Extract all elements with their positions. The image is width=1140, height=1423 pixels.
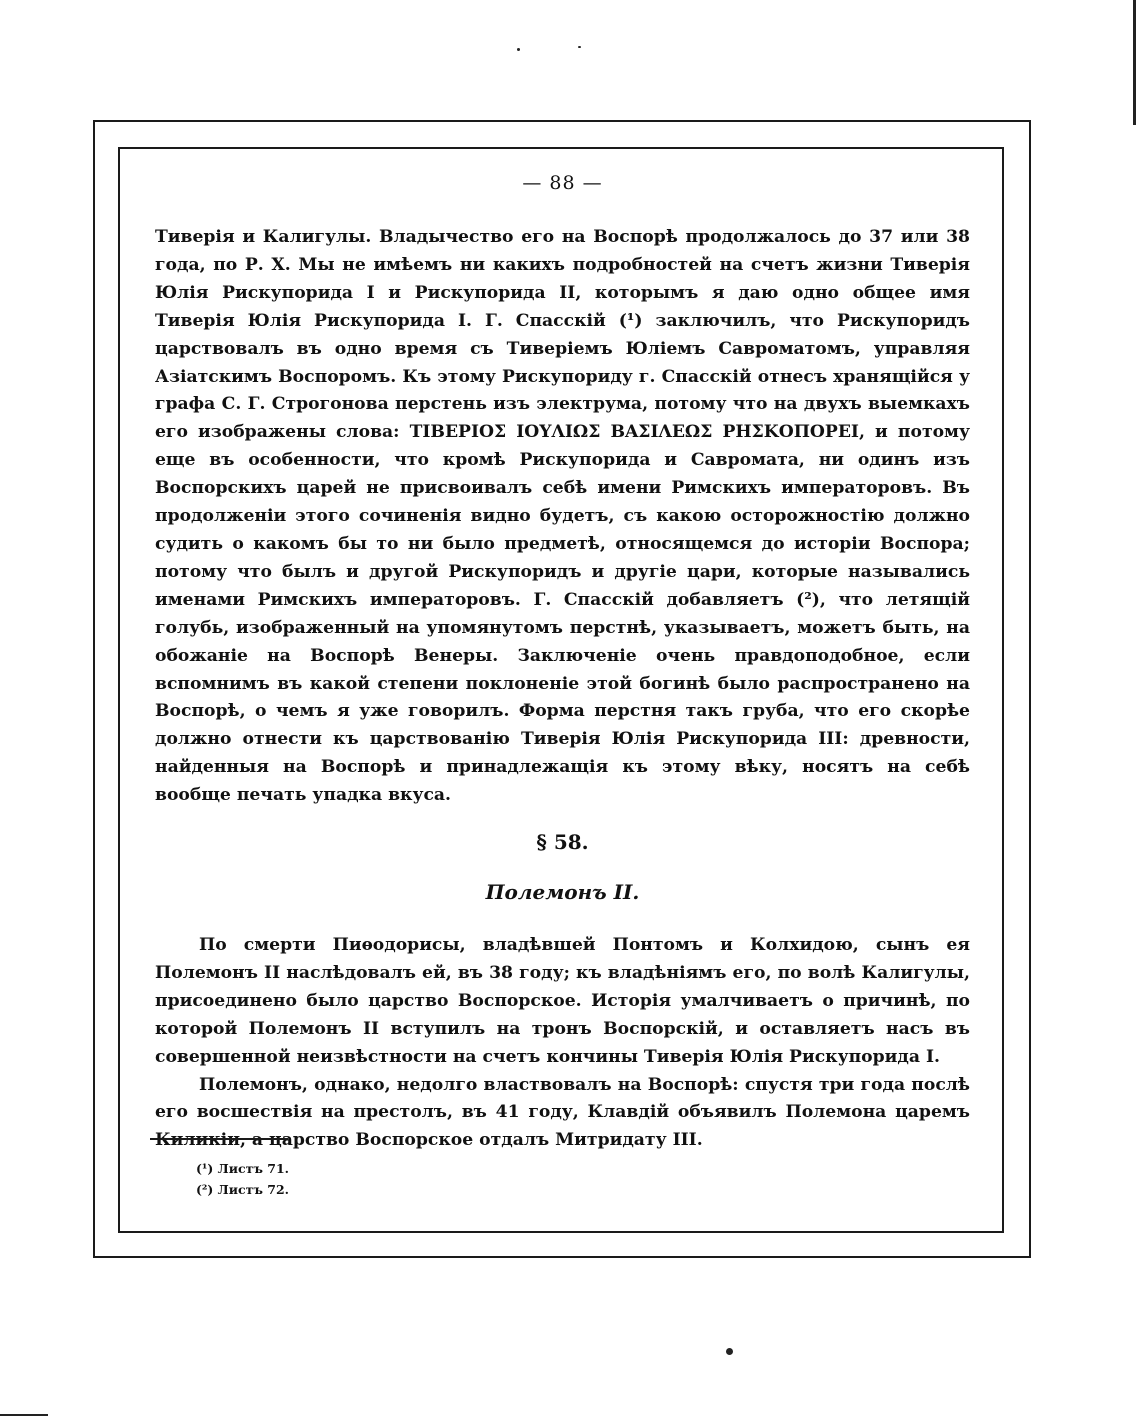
footnote-divider: [150, 1138, 288, 1140]
scan-speck: [578, 46, 581, 48]
section-title: Полемонъ II.: [485, 880, 640, 905]
footnotes: [196, 1158, 289, 1200]
page-content: [155, 170, 970, 1155]
footnote-2: (²) Листъ 72.: [196, 1182, 290, 1197]
footnote-1: (¹) Листъ 71.: [196, 1161, 290, 1176]
section-paragraph-1: По смерти Пиѳодорисы, владѣвшей Понтомъ и Колхидою, сынъ ея Полемонъ II наслѣдовалъ ей, въ 38 году; къ владѣніямъ его, по волѣ Калигулы, присоединено было царство Воспорское. Исторія умалчиваетъ о причинѣ, по которой Полемонъ II вступилъ на тронъ Воспорскій, и оставляетъ насъ въ совершенной неизвѣстности на счетъ кончины Тиверія Юлія Рискупорида I.: [155, 935, 970, 1067]
section-number: § 58.: [536, 830, 589, 855]
body-paragraph-continued: Тиверія и Калигулы. Владычество его на Воспорѣ продолжалось до 37 или 38 года, по Р. Х. Мы не имѣемъ ни какихъ подробностей на счетъ жизни Тиверія Юлія Рискупорида I и Рискупорида II, которымъ я даю одно общее имя Тиверія Юлія Рискупорида I. Г. Спасскій (¹) заключилъ, что Рискупоридъ царствовалъ въ одно время съ Тиверіемъ Юліемъ Савроматомъ, управляя Азіатскимъ Воспоромъ. Къ этому Рискупориду г. Спасскій отнесъ хранящійся у графа С. Г. Строгонова перстень изъ электрума, потому что на двухъ выемкахъ его изображены слова: ΤΙΒΕΡΙΟΣ ΙΟΥΛΙΩΣ ΒΑΣΙΛΕΩΣ ΡΗΣΚΟΠΟΡΕΙ, и потому еще въ особенности, что кромѣ Рискупорида и Савромата, ни одинъ изъ Воспорскихъ царей не присвоивалъ себѣ имени Римскихъ императоровъ. Въ продолженіи этого сочиненія видно будетъ, съ какою осторожностію должно судить о какомъ бы то ни было предметѣ, относящемся до исторіи Воспора; потому что былъ и другой Рискупоридъ и другіе цари, которые назывались именами Римскихъ императоровъ. Г. Спасскій добавляетъ (²), что летящій голубь, изображенный на упомянутомъ перстнѣ, указываетъ, можетъ быть, на обожаніе на Воспорѣ Венеры. Заключеніе очень правдоподобное, если вспомнимъ въ какой степени поклоненіе этой богинѣ было распространено на Воспорѣ, о чемъ я уже говорилъ. Форма перстня такъ груба, что его скорѣе должно отнести къ царствованію Тиверія Юлія Рискупорида III: древности, найденныя на Воспорѣ и принадлежащія къ этому вѣку, носятъ на себѣ вообще печать упадка вкуса.: [155, 227, 970, 806]
scan-edge-mark: [1133, 0, 1136, 125]
scan-speck: [517, 48, 520, 51]
scan-edge-mark: [0, 1414, 48, 1416]
page-number: — 88 —: [522, 172, 603, 194]
scan-speck: [726, 1348, 733, 1355]
section-paragraph-2: Полемонъ, однако, недолго властвовалъ на Воспорѣ: спустя три года послѣ его восшествія на престолъ, въ 41 году, Клавдій объявилъ Полемона царемъ Киликіи, а царство Воспорское отдалъ Митридату III.: [155, 1074, 970, 1151]
